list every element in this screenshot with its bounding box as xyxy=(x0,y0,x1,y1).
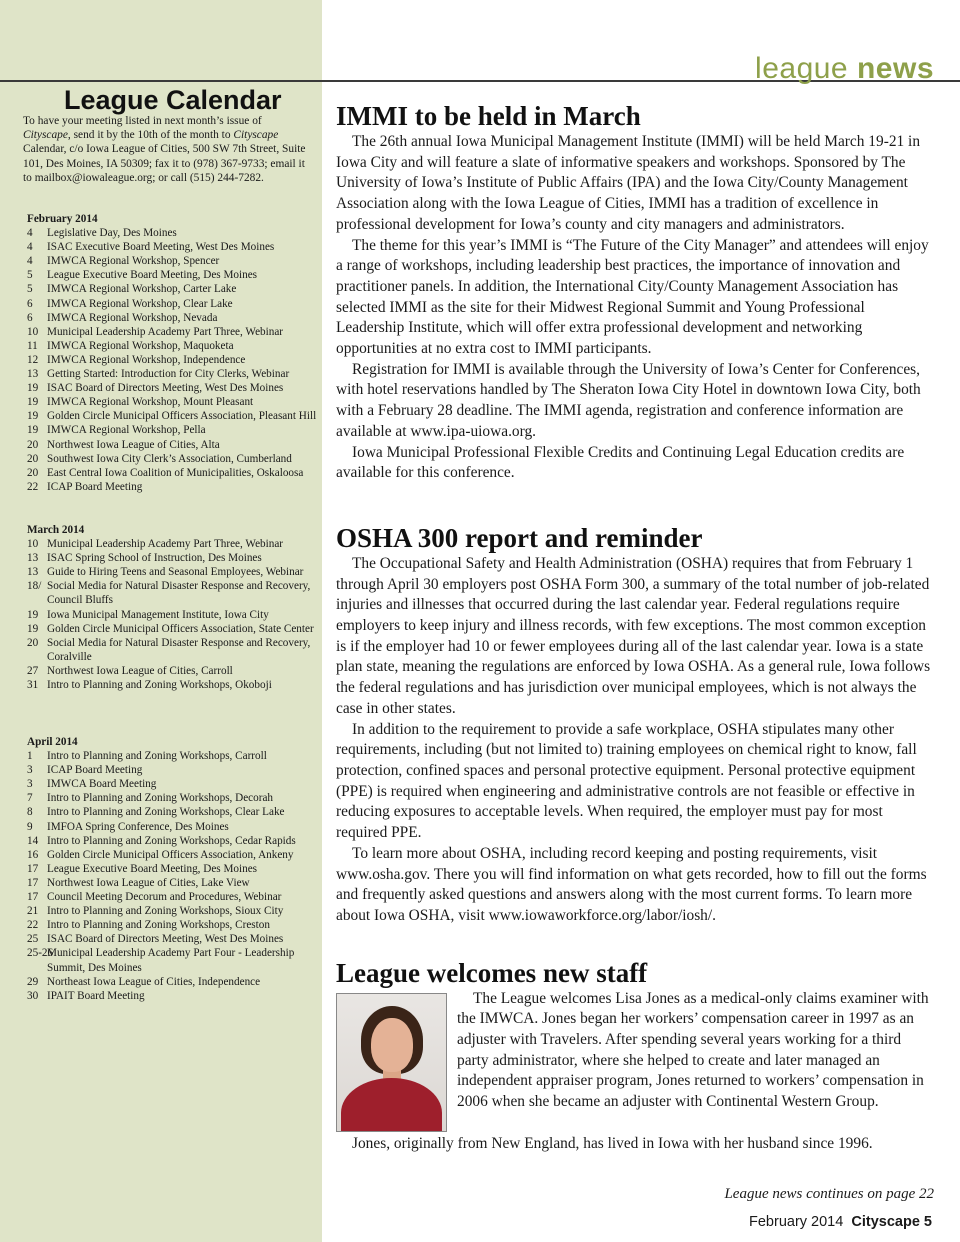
event-day: 11 xyxy=(27,339,38,352)
calendar-event xyxy=(27,537,319,551)
event-day: 20 xyxy=(27,636,39,649)
event-day: 19 xyxy=(27,382,39,395)
calendar-event xyxy=(27,452,319,466)
page-folio xyxy=(749,1214,932,1230)
section-label-light: league xyxy=(755,52,849,85)
event-day: 14 xyxy=(27,834,39,847)
event-text: ISAC Board of Directors Meeting, West Des Moines xyxy=(47,933,284,946)
calendar-event xyxy=(27,381,319,395)
calendar-event xyxy=(27,565,319,579)
event-day: 13 xyxy=(27,368,39,381)
event-text: Social Media for Natural Disaster Response and Recovery, Coralville xyxy=(47,636,311,663)
event-day: 30 xyxy=(27,989,39,1002)
article-staff-body xyxy=(336,989,934,1155)
event-text: ICAP Board Meeting xyxy=(47,764,143,777)
event-text: Intro to Planning and Zoning Workshops, Decorah xyxy=(47,792,274,805)
event-day: 10 xyxy=(27,325,39,338)
event-day: 20 xyxy=(27,452,39,465)
event-text: Getting Started: Introduction for City Clerks, Webinar xyxy=(47,368,290,381)
calendar-intro xyxy=(23,114,311,185)
event-text: Southwest Iowa City Clerk’s Association, Cumberland xyxy=(47,452,292,465)
event-text: Golden Circle Municipal Officers Association, Ankeny xyxy=(47,848,294,861)
continues-note: League news continues on page 22 xyxy=(724,1186,934,1202)
intro-text: To have your meeting listed in next month’s issue of xyxy=(23,115,262,127)
article-paragraph: The 26th annual Iowa Municipal Management Institute (IMMI) will be held March 19-21 in Iowa City and will feature a slate of informative speakers and workshops. Sponsored by The University of Iowa’s Institute of Public Affairs (IPA) and the Iowa City/County Management Association along with the Iowa League of Cities, IMMI has a tradition of excellence in professional development for Iowa’s county and city managers and administrators. xyxy=(336,133,921,233)
calendar-event xyxy=(27,608,319,622)
calendar-event xyxy=(27,876,319,890)
calendar-event xyxy=(27,466,319,480)
event-text: Intro to Planning and Zoning Workshops, Creston xyxy=(47,919,270,932)
calendar-event xyxy=(27,749,319,763)
article-paragraph: The League welcomes Lisa Jones as a medical-only claims examiner with the IMWCA. Jones began her workers’ compensation career in 1997 as an adjuster with Travelers. After spending several years working for a third party administrator, where she helped to create and later managed an independent appraiser program, Jones returned to workers’ compensation in 2006 when she became an adjuster with Continental Western Group. xyxy=(457,989,929,1111)
calendar-event xyxy=(27,820,319,834)
calendar-event xyxy=(27,423,319,437)
event-text: Northwest Iowa League of Cities, Alta xyxy=(47,438,220,451)
event-day: 19 xyxy=(27,396,39,409)
event-day: 21 xyxy=(27,905,39,918)
event-day: 20 xyxy=(27,466,39,479)
event-text: IMWCA Regional Workshop, Nevada xyxy=(47,311,218,324)
event-day: 8 xyxy=(27,806,33,819)
event-day: 4 xyxy=(27,255,33,268)
event-text: ISAC Board of Directors Meeting, West Des Moines xyxy=(47,382,284,395)
event-text: Intro to Planning and Zoning Workshops, Cedar Rapids xyxy=(47,834,296,847)
folio-page-number: 5 xyxy=(923,1214,932,1230)
event-day: 5 xyxy=(27,269,33,282)
main-column xyxy=(336,100,934,1154)
event-day: 4 xyxy=(27,227,33,240)
calendar-event xyxy=(27,226,319,240)
intro-text: Calendar, c/o Iowa League of Cities, 500 SW 7th Street, Suite 101, Des Moines, IA 50309; fax it to (978) 367-9733; email it to mailbox@iowaleague.org; or call (515) 244-7282. xyxy=(23,143,306,184)
event-day: 29 xyxy=(27,975,39,988)
calendar-event xyxy=(27,862,319,876)
calendar-month-february xyxy=(27,212,319,494)
article-paragraph: The theme for this year’s IMMI is “The Future of the City Manager” and attendees will enjoy a range of workshops, including leadership best practices, the importance of innovation and practitioner panels. In addition, the International City/County Management Association has selected IMMI as the site for their Midwest Regional Summit and Young Professional Leadership Institute, which will offer extra professional development and networking opportunities at no extra cost to IMMI participants. xyxy=(336,236,929,358)
event-day: 13 xyxy=(27,552,39,565)
event-day: 22 xyxy=(27,480,39,493)
event-day: 17 xyxy=(27,891,39,904)
article-paragraph: Jones, originally from New England, has lived in Iowa with her husband since 1996. xyxy=(352,1134,873,1152)
article-osha xyxy=(336,522,934,927)
event-day: 19 xyxy=(27,622,39,635)
calendar-event xyxy=(27,932,319,946)
calendar-event xyxy=(27,395,319,409)
event-text: Intro to Planning and Zoning Workshops, Okoboji xyxy=(47,679,272,692)
event-text: ISAC Executive Board Meeting, West Des Moines xyxy=(47,241,275,254)
calendar-month-march xyxy=(27,523,319,692)
calendar-event xyxy=(27,678,319,692)
calendar-event xyxy=(27,353,319,367)
calendar-event xyxy=(27,311,319,325)
calendar-event xyxy=(27,297,319,311)
event-text: IMWCA Board Meeting xyxy=(47,778,157,791)
event-text: Golden Circle Municipal Officers Association, State Center xyxy=(47,622,314,635)
calendar-event xyxy=(27,480,319,494)
calendar-event xyxy=(27,975,319,989)
event-text: Intro to Planning and Zoning Workshops, Clear Lake xyxy=(47,806,285,819)
event-text: ICAP Board Meeting xyxy=(47,480,143,493)
event-day: 3 xyxy=(27,778,33,791)
event-text: ISAC Spring School of Instruction, Des Moines xyxy=(47,552,262,565)
article-paragraph: The Occupational Safety and Health Administration (OSHA) requires that from February 1 through April 30 employers post OSHA Form 300, a summary of the total number of job-related injuries and illnesses that occurred during the last calendar year. Federal regulations require employers to keep injury and illness records, with few exceptions. The most common exception is if the employer had 10 or fewer employees during all of the last calendar year. Iowa is a state plan state, meaning the regulations are enforced by Iowa OSHA. As a general rule, Iowa follows the federal regulations and has jurisdiction over municipal employees, which is not always the case in other states. xyxy=(336,554,931,717)
staff-photo xyxy=(336,993,447,1132)
section-label-bold: news xyxy=(856,52,934,85)
calendar-event xyxy=(27,636,319,664)
folio-date: February 2014 xyxy=(749,1214,844,1230)
calendar-event xyxy=(27,409,319,423)
event-text: Northwest Iowa League of Cities, Lake View xyxy=(47,876,250,889)
event-day: 6 xyxy=(27,297,33,310)
calendar-event xyxy=(27,438,319,452)
event-text: Municipal Leadership Academy Part Four - Leadership Summit, Des Moines xyxy=(47,947,295,974)
event-day: 3 xyxy=(27,764,33,777)
event-day: 5 xyxy=(27,283,33,296)
event-text: Social Media for Natural Disaster Response and Recovery, Council Bluffs xyxy=(47,580,311,607)
event-text: Northeast Iowa League of Cities, Independence xyxy=(47,975,261,988)
event-text: Council Meeting Decorum and Procedures, Webinar xyxy=(47,891,282,904)
event-text: IMWCA Regional Workshop, Independence xyxy=(47,353,246,366)
calendar-event xyxy=(27,848,319,862)
event-day: 9 xyxy=(27,820,33,833)
event-text: IMWCA Regional Workshop, Maquoketa xyxy=(47,339,234,352)
event-day: 27 xyxy=(27,664,39,677)
event-day: 7 xyxy=(27,792,33,805)
event-text: League Executive Board Meeting, Des Moines xyxy=(47,862,258,875)
article-staff xyxy=(336,957,934,1155)
event-day: 19 xyxy=(27,608,39,621)
event-text: Municipal Leadership Academy Part Three, Webinar xyxy=(47,325,284,338)
month-heading: March 2014 xyxy=(27,524,85,536)
event-text: Northwest Iowa League of Cities, Carroll xyxy=(47,664,233,677)
calendar-month-april xyxy=(27,735,319,1003)
event-text: Intro to Planning and Zoning Workshops, Sioux City xyxy=(47,905,284,918)
event-day: 4 xyxy=(27,241,33,254)
event-day: 25-26 xyxy=(27,947,54,960)
event-day: 25 xyxy=(27,933,39,946)
event-day: 12 xyxy=(27,353,39,366)
intro-publication: Cityscape xyxy=(233,129,279,142)
event-text: IMWCA Regional Workshop, Spencer xyxy=(47,255,220,268)
event-day: 31 xyxy=(27,679,39,692)
event-text: League Executive Board Meeting, Des Moines xyxy=(47,269,258,282)
event-text: Guide to Hiring Teens and Seasonal Employees, Webinar xyxy=(47,566,304,579)
event-text: IPAIT Board Meeting xyxy=(47,989,145,1002)
event-day: 6 xyxy=(27,311,33,324)
month-heading: February 2014 xyxy=(27,213,98,225)
article-title: League welcomes new staff xyxy=(336,957,648,988)
calendar-event xyxy=(27,791,319,805)
article-paragraph: In addition to the requirement to provide a safe workplace, OSHA stipulates many other requirements, including (but not limited to) training employees on chemical right to know, fall protection, confined spaces and personal protective equipment. Personal protective equipment (PPE) is required when engineering and administrative controls are not feasible or effective in reducing exposures to acceptable levels. When required, the employer must pay for most required PPE. xyxy=(336,720,917,842)
calendar-event xyxy=(27,989,319,1003)
event-text: IMWCA Regional Workshop, Carter Lake xyxy=(47,283,237,296)
event-day: 19 xyxy=(27,410,39,423)
calendar-event xyxy=(27,254,319,268)
calendar-event xyxy=(27,551,319,565)
event-text: IMWCA Regional Workshop, Clear Lake xyxy=(47,297,233,310)
event-text: Municipal Leadership Academy Part Three, Webinar xyxy=(47,538,284,551)
event-text: Legislative Day, Des Moines xyxy=(47,227,177,240)
event-day: 22 xyxy=(27,919,39,932)
calendar-event xyxy=(27,664,319,678)
intro-text: , send it by the 10th of the month to xyxy=(67,129,234,142)
article-title: IMMI to be held in March xyxy=(336,101,641,131)
article-paragraph: Iowa Municipal Professional Flexible Credits and Continuing Legal Education credits are available for this conference. xyxy=(336,443,905,482)
article-paragraph: To learn more about OSHA, including record keeping and posting requirements, visit www.osha.gov. There you will find information on what gets recorded, how to fill out the forms and frequently asked questions and answers along with the most current forms. To learn more about Iowa OSHA, visit www.iowaworkforce.org/labor/iosh/. xyxy=(336,844,927,924)
event-day: 16 xyxy=(27,848,39,861)
event-text: Golden Circle Municipal Officers Association, Pleasant Hill xyxy=(47,410,317,423)
calendar-event xyxy=(27,918,319,932)
month-heading: April 2014 xyxy=(27,736,78,748)
calendar-event xyxy=(27,946,319,974)
event-day: 20 xyxy=(27,438,39,451)
calendar-event xyxy=(27,622,319,636)
calendar-title: League Calendar xyxy=(64,85,282,115)
calendar-event xyxy=(27,339,319,353)
calendar-event xyxy=(27,890,319,904)
section-label xyxy=(755,52,934,86)
event-text: IMWCA Regional Workshop, Mount Pleasant xyxy=(47,396,254,409)
event-day: 17 xyxy=(27,876,39,889)
event-text: IMFOA Spring Conference, Des Moines xyxy=(47,820,229,833)
event-day: 10 xyxy=(27,538,39,551)
calendar-event xyxy=(27,325,319,339)
calendar-event xyxy=(27,904,319,918)
calendar-event xyxy=(27,805,319,819)
event-day: 19 xyxy=(27,424,39,437)
article-immi xyxy=(336,100,934,484)
event-text: Iowa Municipal Management Institute, Iowa City xyxy=(47,608,269,621)
calendar-event xyxy=(27,367,319,381)
calendar-event xyxy=(27,763,319,777)
event-day: 18/ xyxy=(27,580,42,593)
calendar-event xyxy=(27,777,319,791)
calendar-event xyxy=(27,834,319,848)
calendar-event xyxy=(27,579,319,607)
event-day: 17 xyxy=(27,862,39,875)
calendar-event xyxy=(27,240,319,254)
event-day: 13 xyxy=(27,566,39,579)
article-paragraph: Registration for IMMI is available through the University of Iowa’s Center for Conferences, with hotel reservations handled by The Sheraton Iowa City Hotel in downtown Iowa City, both with a February 28 deadline. The IMMI agenda, registration and conference information are available at www.ipa-uiowa.org. xyxy=(336,360,921,440)
event-text: East Central Iowa Coalition of Municipalities, Oskaloosa xyxy=(47,466,304,479)
event-text: IMWCA Regional Workshop, Pella xyxy=(47,424,206,437)
event-text: Intro to Planning and Zoning Workshops, Carroll xyxy=(47,750,267,763)
event-day: 1 xyxy=(27,750,33,763)
folio-publication: Cityscape xyxy=(851,1214,920,1230)
intro-publication: Cityscape xyxy=(23,129,68,142)
calendar-event xyxy=(27,268,319,282)
calendar-event xyxy=(27,282,319,296)
article-title: OSHA 300 report and reminder xyxy=(336,522,703,553)
